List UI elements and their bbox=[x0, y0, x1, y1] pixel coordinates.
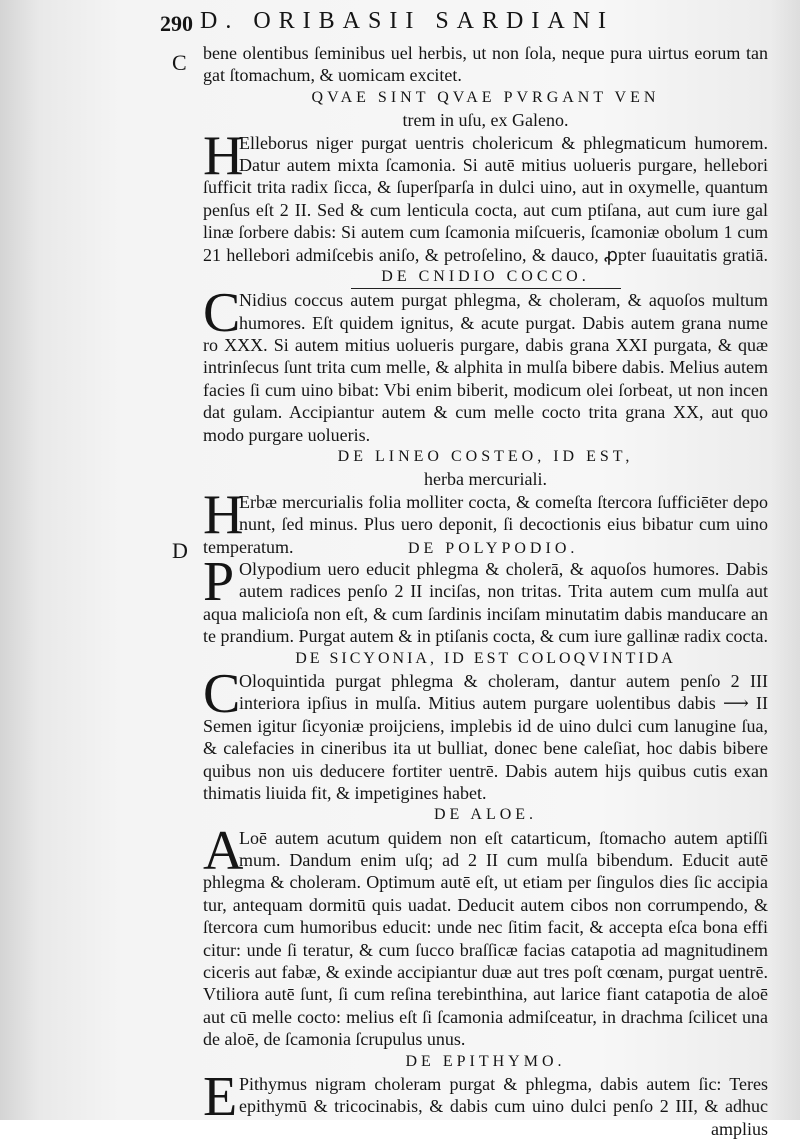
text-line: gat ſtomachum, & uomicam excitet. bbox=[203, 65, 462, 86]
drop-cap: H bbox=[203, 483, 244, 546]
text-line: de aloē, de ſcamonia ſcrupulus unus. bbox=[203, 1029, 466, 1050]
text-line: ro XXX. Si autem mitius uolueris purgare, dabis grana XXI purgata, & quæ bbox=[203, 335, 768, 356]
text-line: aut cū melle cocto: melius eſt ſi ſcamonia admiſceatur, in drachma ſcilicet una bbox=[203, 1006, 768, 1027]
text-line: thimatis liuida fit, & impetigines habet. bbox=[203, 782, 487, 803]
text-line: Loē autem acutum quidem non eſt catarticum, ſtomacho autem aptiſſi bbox=[239, 827, 768, 848]
text-line: 21 hellebori admiſcebis aniſo, & petroſelino, & dauco, ꝓpter ſuauitatis gratiā. bbox=[203, 244, 768, 265]
text-line: Semen igitur ſicyoniæ proijciens, implebis id de uino dulci cum lanugine ſua, bbox=[203, 715, 768, 736]
text-line-end: temperatum. bbox=[203, 536, 294, 557]
section-polypodio bbox=[203, 550, 768, 648]
section-subheading: herba mercuriali. bbox=[424, 469, 547, 490]
text-body bbox=[203, 42, 768, 1140]
drop-cap: E bbox=[203, 1065, 238, 1128]
drop-cap: H bbox=[203, 124, 244, 187]
section-cnidio bbox=[203, 282, 768, 446]
text-line: autem radices penſo 2 II inciſas, non tritas. Trita autem cum mulſa aut bbox=[239, 581, 768, 602]
section-intro bbox=[203, 42, 768, 87]
text-line: Datur autem mixta ſcamonia. Si autē mitius uolueris purgare, hellebori bbox=[239, 154, 768, 175]
text-line: penſus eſt 2 II. Sed & cum lenticula cocta, aut cum ptiſana, aut cum iure gal bbox=[203, 199, 768, 220]
text-line: intrinſecus ſunt trita cum melle, & alphita in mulſa bibere dabis. Melius autem bbox=[203, 357, 768, 378]
text-line: nunt, ſed minus. Plus uero deponit, ſi decoctionis eius bibatur cum uino bbox=[239, 514, 768, 535]
drop-cap: A bbox=[203, 819, 244, 882]
text-line: Elleborus niger purgat uentris cholericum & phlegmaticum humorem. bbox=[239, 132, 768, 153]
section-aloe bbox=[203, 819, 768, 1051]
text-line: phlegma & choleram. Optimum autē eſt, ut etiam per ſingulos dies ſic accipia bbox=[203, 872, 768, 893]
section-heading: DE ALOE. bbox=[433, 806, 538, 824]
section-subheading: trem in uſu, ex Galeno. bbox=[402, 110, 569, 131]
text-line: aqua malicioſa non eſt, & cum ſardinis inciſam minutatim dabis manducare an bbox=[203, 603, 768, 624]
text-line bbox=[203, 536, 768, 558]
text-line: ciceris aut fabæ, & exinde accipiantur duæ aut tres poſt cœnam, purgat uentrē. bbox=[203, 962, 768, 983]
section-epithymo bbox=[203, 1065, 768, 1140]
text-line: Vtiliora autē ſunt, ſi cum reſina terebinthina, aut larice fiant catapotia de aloē bbox=[203, 984, 768, 1005]
text-line: interiora ipſius in mulſa. Mitius autem purgare uolentibus dabis ⟶ II bbox=[239, 693, 768, 714]
text-line: tur, antequam dormitū quis uadat. Deducit autem cibos non corrumpendo, & bbox=[203, 894, 768, 915]
drop-cap: C bbox=[203, 282, 241, 345]
section-heading: DE SICYONIA, ID EST COLOQVINTIDA bbox=[295, 649, 676, 667]
section-heading: DE LINEO COSTEO, ID EST, bbox=[337, 448, 634, 466]
text-line: mum. Dandum enim uſq; ad 2 II cum mulſa bibendum. Educit autē bbox=[239, 850, 768, 871]
section-heading: QVAE SINT QVAE PVRGANT VEN bbox=[311, 88, 660, 106]
section-heading: DE POLYPODIO. bbox=[407, 539, 579, 557]
page-number: 290 bbox=[160, 11, 193, 36]
text-line: Pithymus nigram choleram purgat & phlegma, dabis autem ſic: Teres bbox=[239, 1073, 768, 1094]
text-line: Nidius coccus autem purgat phlegma, & choleram, & aquoſos multum bbox=[239, 290, 768, 311]
text-line: te prandium. Purgat autem & in ptiſanis cocta, & cum iure gallinæ radix cocta. bbox=[203, 626, 768, 647]
text-line: Olypodium uero educit phlegma & cholerā, & aquoſos humores. Dabis bbox=[239, 558, 768, 579]
text-line: ſufficit trita radix ſicca, & ſuperſparſa in dulci uino, aut in oxymelle, quantum bbox=[203, 177, 768, 198]
text-line: dat gulam. Accipiantur autem & cum melle cocto trita grana XX, aut quo bbox=[203, 402, 768, 423]
text-line: linæ ſorbere dabis: Si autem cum ſcamonia miſcueris, ſcamoniæ obolum 1 cum bbox=[203, 222, 768, 243]
margin-letter-d: D bbox=[172, 538, 188, 563]
catchword: amplius bbox=[711, 1118, 768, 1139]
drop-cap: P bbox=[203, 550, 235, 613]
text-line: citur: unde ſi teratur, & cum ſucco braſſicæ facias catapotia ad magnitudinem bbox=[203, 939, 768, 960]
text-line: epithymū & tricocinabis, & dabis cum uino dulci penſo 2 III, & adhuc bbox=[239, 1096, 768, 1117]
section-galeno bbox=[203, 124, 768, 266]
section-lineo bbox=[203, 483, 768, 558]
text-line: quibus non uis deducere fortiter uentrē. Dabis autem hijs quibus cutis exan bbox=[203, 760, 768, 781]
section-heading: DE CNIDIO COCCO. bbox=[381, 267, 590, 285]
section-heading: DE EPITHYMO. bbox=[405, 1052, 566, 1070]
text-line: & calefacies in cineribus ita ut bulliat, donec bene caleſiat, hoc dabis bibere bbox=[203, 738, 768, 759]
running-head bbox=[160, 3, 780, 39]
margin-letter-c: C bbox=[172, 50, 187, 75]
text-line: facies ſi cum uino bibat: Vbi enim biberit, modicum olei ſorbeat, ut non incen bbox=[203, 379, 768, 400]
text-line: Oloquintida purgat phlegma & choleram, dantur autem penſo 2 III bbox=[239, 670, 768, 691]
text-line: modo purgare uolueris. bbox=[203, 424, 371, 445]
drop-cap: C bbox=[203, 662, 241, 725]
text-line: Erbæ mercurialis folia molliter cocta, & comeſta ſtercora ſufficiēter depo bbox=[239, 491, 768, 512]
text-line: bene olentibus ſeminibus uel herbis, ut non ſola, neque pura uirtus eorum tan bbox=[203, 43, 768, 63]
text-line: ſtercora cum humoribus educit: unde nec ſitim facit, & accepta eſca bona effi bbox=[203, 917, 768, 938]
text-line: humores. Eſt quidem ignitus, & acute purgat. Dabis autem grana nume bbox=[239, 312, 768, 333]
section-sicyonia bbox=[203, 662, 768, 804]
book-title: D. ORIBASII SARDIANI bbox=[200, 8, 615, 34]
